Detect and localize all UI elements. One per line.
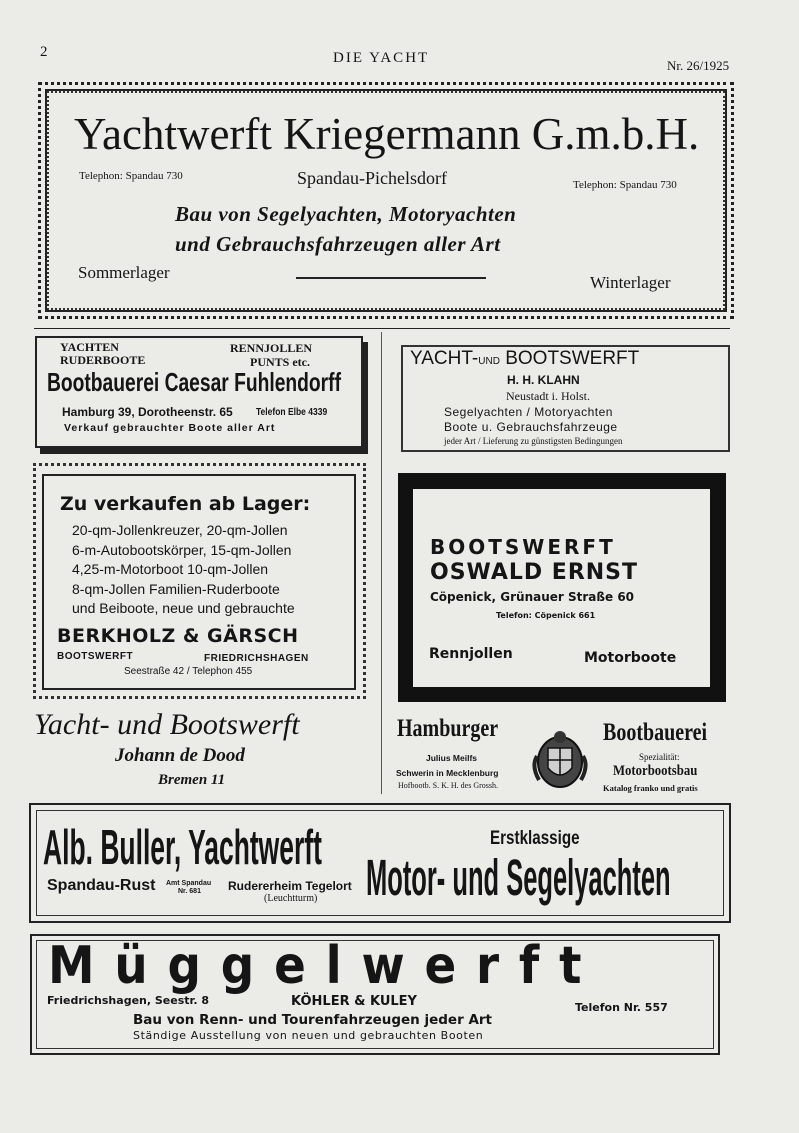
muggel-name: Müggelwerft <box>48 936 602 996</box>
kriegermann-name: Yachtwerft Kriegermann G.m.b.H. <box>74 109 700 159</box>
fuhlendorff-rennjollen: RENNJOLLEN <box>230 341 313 355</box>
hamburger-city: Schwerin in Mecklenburg <box>396 768 499 778</box>
muggel-address: Friedrichshagen, Seestr. 8 <box>47 994 210 1007</box>
muggel-line2: Ständige Ausstellung von neuen und gebrauchten Booten <box>133 1029 484 1042</box>
kriegermann-location: Spandau-Pichelsdorf <box>297 168 447 188</box>
fuhlendorff-yachten: YACHTEN <box>60 340 119 354</box>
issue-number: Nr. 26/1925 <box>667 58 730 73</box>
kriegermann-phone-right: Telephon: Spandau 730 <box>573 179 677 191</box>
section-rule <box>34 328 730 329</box>
journal-title: DIE YACHT <box>333 50 430 66</box>
ernst-address: Cöpenick, Grünauer Straße 60 <box>430 590 635 604</box>
fuhlendorff-phone: Telefon Elbe 4339 <box>256 407 328 418</box>
kriegermann-phone-left: Telephon: Spandau 730 <box>79 170 183 182</box>
fuhlendorff-address: Hamburg 39, Dorotheenstr. 65 <box>62 405 233 419</box>
ernst-line2: OSWALD ERNST <box>430 560 639 585</box>
berkholz-sub-left: BOOTSWERFT <box>57 651 134 662</box>
berkholz-address: Seestraße 42 / Telephon 455 <box>124 666 253 677</box>
ernst-rennjollen: Rennjollen <box>429 646 513 662</box>
berkholz-name: BERKHOLZ & GÄRSCH <box>57 625 299 647</box>
berkholz-heading: Zu verkaufen ab Lager: <box>60 493 311 515</box>
fuhlendorff-ruderboote: RUDERBOOTE <box>60 353 146 367</box>
dood-title: Yacht- und Bootswerft <box>34 708 300 741</box>
hamburger-specialty: Motorbootsbau <box>613 763 698 779</box>
ernst-line1: BOOTSWERFT <box>430 535 616 559</box>
kriegermann-line2: und Gebrauchsfahrzeugen aller Art <box>175 232 501 256</box>
berkholz-sub-right: FRIEDRICHSHAGEN <box>204 653 309 664</box>
hamburger-catalog: Katalog franko und gratis <box>603 783 698 793</box>
muggel-phone: Telefon Nr. 557 <box>575 1001 668 1014</box>
dood-city: Bremen 11 <box>158 772 226 788</box>
ernst-phone: Telefon: Cöpenick 661 <box>496 611 596 620</box>
klahn-place: Neustadt i. Holst. <box>506 389 590 403</box>
buller-first-class: Erstklassige <box>490 828 580 849</box>
hamburger-left-title: Hamburger <box>397 715 499 742</box>
buller-tower: (Leuchtturm) <box>264 893 318 904</box>
hamburger-court: Hofbootb. S. K. H. des Grossh. <box>398 781 498 790</box>
kriegermann-line1: Bau von Segelyachten, Motoryachten <box>175 202 517 226</box>
berkholz-item: 8-qm-Jollen Familien-Ruderboote <box>72 580 280 597</box>
page-number: 2 <box>40 44 48 60</box>
crest-icon <box>529 728 591 794</box>
kriegermann-divider <box>296 277 486 279</box>
klahn-line2: Boote u. Gebrauchsfahrzeuge <box>444 420 618 434</box>
klahn-title: YACHT-UND BOOTSWERFT <box>410 348 640 369</box>
kriegermann-summer: Sommerlager <box>78 263 170 282</box>
buller-place: Spandau-Rust <box>47 877 156 894</box>
fuhlendorff-punts: PUNTS etc. <box>250 355 310 369</box>
berkholz-item: 6-m-Autobootskörper, 15-qm-Jollen <box>72 541 292 558</box>
klahn-name: H. H. KLAHN <box>507 373 580 387</box>
klahn-line1: Segelyachten / Motoryachten <box>444 405 613 419</box>
fuhlendorff-name: Bootbauerei Caesar Fuhlendorff <box>47 367 341 397</box>
hamburger-special-label: Spezialität: <box>639 752 680 762</box>
klahn-line3: jeder Art / Lieferung zu günstigsten Bedingungen <box>444 436 623 446</box>
buller-name: Alb. Buller, Yachtwerft <box>43 821 322 875</box>
muggel-line1: Bau von Renn- und Tourenfahrzeugen jeder Art <box>133 1012 493 1028</box>
buller-phone: Amt Spandau Nr. 681 <box>166 880 212 895</box>
berkholz-stock-list <box>72 521 295 619</box>
buller-club: Rudererheim Tegelort <box>228 879 352 893</box>
muggel-owners: KÖHLER & KULEY <box>291 994 417 1009</box>
berkholz-item: 4,25-m-Motorboot 10-qm-Jollen <box>72 561 269 578</box>
kriegermann-winter: Winterlager <box>590 273 671 292</box>
ernst-motorboote: Motorboote <box>584 650 677 666</box>
dood-name: Johann de Dood <box>115 745 245 766</box>
fuhlendorff-sale: Verkauf gebrauchter Boote aller Art <box>64 422 276 434</box>
buller-big: Motor- und Segelyachten <box>366 849 671 906</box>
berkholz-item: und Beiboote, neue und gebrauchte <box>72 600 295 617</box>
hamburger-right-title: Bootbauerei <box>603 719 708 746</box>
berkholz-item: 20-qm-Jollenkreuzer, 20-qm-Jollen <box>72 522 288 538</box>
hamburger-owner: Julius Meilfs <box>426 753 478 763</box>
column-rule <box>381 332 382 794</box>
